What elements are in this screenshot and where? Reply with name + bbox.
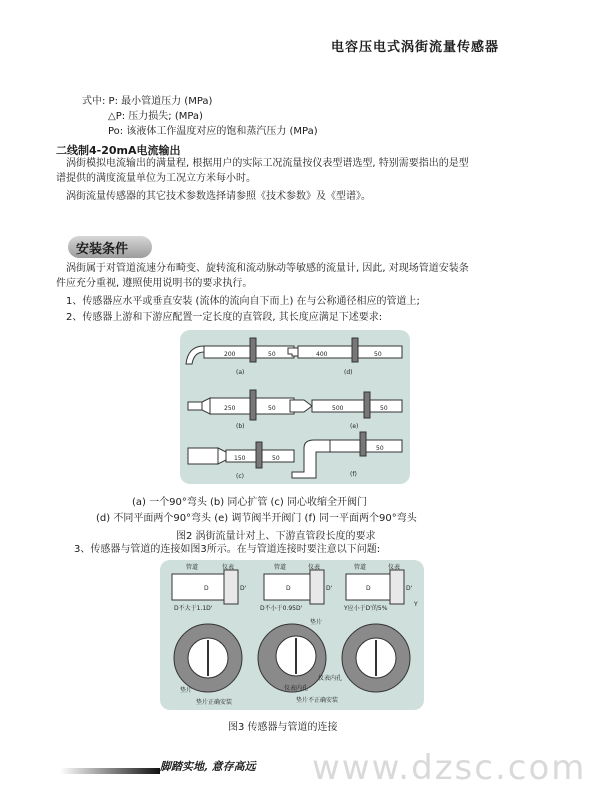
page-header-title: 电容压电式涡街流量传感器 xyxy=(330,40,499,55)
current-output-para-line-1: 涡街模拟电流输出的满量程, 根据用户的实际工况流量按仪表型谱选型, 特别需要指出的是型 xyxy=(66,158,469,169)
fig3-d-1: D xyxy=(204,585,209,592)
install-conditions-heading xyxy=(68,236,152,258)
install-intro-line-2: 件应充分重视, 遵照使用说明书的要求执行。 xyxy=(56,278,253,289)
fig3-note-1: D不大于1.1D' xyxy=(174,605,213,612)
fig2-dim-f-down: 50 xyxy=(376,445,384,452)
fig3-meter-3 xyxy=(390,570,404,604)
pipe-d xyxy=(298,346,402,358)
pipe-e xyxy=(312,400,402,412)
figure-2-box xyxy=(180,330,410,484)
fig3-label-meter-1: 仪表 xyxy=(222,564,235,571)
fig2-label-e: (e) xyxy=(350,423,359,430)
pipe-a-elbow xyxy=(186,346,204,364)
footer-rule xyxy=(60,768,160,774)
fig2-dim-a-up: 200 xyxy=(224,351,236,358)
fig3-y-label: Y xyxy=(414,601,418,608)
fig3-label-pipe-1: 管道 xyxy=(186,564,199,571)
fig2-dim-d-up: 400 xyxy=(316,351,328,358)
current-output-para-line-2: 谱提供的满度流量单位为工况立方米每小时。 xyxy=(56,173,256,184)
fig2-label-c: (c) xyxy=(236,473,244,480)
fig2-dim-b-up: 250 xyxy=(224,405,236,412)
fig3-label-pipe-2: 管道 xyxy=(274,564,287,571)
fig3-meter-1 xyxy=(224,570,238,604)
pipe-b-expander xyxy=(202,398,210,414)
watermark: www.dzsc.com xyxy=(312,748,587,788)
fig3-dprime-3: D' xyxy=(406,585,413,592)
fig3-label-meter-3: 仪表 xyxy=(388,564,401,571)
fig2-dim-e-up: 500 xyxy=(332,405,344,412)
fig3-d-2: D xyxy=(286,585,291,592)
formula-line-1: 式中: P: 最小管道压力 (MPa) xyxy=(82,96,213,107)
figure-2-legend-line-1: (a) 一个90°弯头 (b) 同心扩管 (c) 同心收缩全开阀门 xyxy=(132,497,367,508)
fig2-dim-e-down: 50 xyxy=(380,405,388,412)
fig3-dprime-2: D' xyxy=(326,585,333,592)
figure-2-caption: 图2 涡街流量计对上、下游直管段长度的要求 xyxy=(176,531,376,542)
fig2-label-a: (a) xyxy=(236,369,245,376)
fig2-label-b: (b) xyxy=(236,423,245,430)
pipe-b-narrow xyxy=(188,402,202,410)
install-intro-line-1: 涡街属于对管道流速分布畸变、旋转流和流动脉动等敏感的流量计, 因此, 对现场管道安装条 xyxy=(66,263,469,274)
fig3-bore-label-2: 仪表内孔 xyxy=(284,685,309,692)
fig3-meter-2 xyxy=(310,570,324,604)
pipe-f-elbows xyxy=(292,440,330,478)
install-item-3: 3、传感器与管道的连接如图3所示。在与管道连接时要注意以下问题: xyxy=(74,544,381,555)
formula-line-2: △P: 压力损失; (MPa) xyxy=(108,111,203,122)
fig3-bore-label-1: 仪表内孔 xyxy=(318,675,343,682)
fig3-label-pipe-3: 管道 xyxy=(354,564,367,571)
fig3-install-note-correct: 垫片正确安装 xyxy=(196,699,233,706)
pipe-c-reducer xyxy=(218,448,226,464)
sensor-d xyxy=(352,338,358,362)
figure-2-pipes xyxy=(180,330,410,484)
fig2-dim-b-down: 50 xyxy=(268,405,276,412)
footer-slogan: 脚踏实地, 意存高远 xyxy=(160,760,256,773)
pipe-e-valve xyxy=(290,400,312,412)
sensor-a xyxy=(250,338,256,362)
fig3-install-note-incorrect: 垫片不正确安装 xyxy=(296,697,339,704)
formula-line-3: Po: 该液体工作温度对应的饱和蒸汽压力 (MPa) xyxy=(108,126,318,137)
figure-3-connections xyxy=(160,560,424,710)
fig3-note-2: D不小于0.95D' xyxy=(260,605,303,612)
sensor-f xyxy=(360,432,366,456)
figure-2-legend-line-2: (d) 不同平面两个90°弯头 (e) 调节阀半开阀门 (f) 同一平面两个90°弯头 xyxy=(96,513,417,524)
install-item-1: 1、传感器应水平或垂直安装 (流体的流向自下而上) 在与公称通径相应的管道上; xyxy=(66,296,420,307)
figure-3-caption: 图3 传感器与管道的连接 xyxy=(228,722,338,733)
fig3-note-3: Y应小于D'的5% xyxy=(344,605,388,612)
install-conditions-heading-text: 安装条件 xyxy=(76,241,129,257)
pipe-c-wide xyxy=(188,448,218,464)
fig2-dim-c-up: 150 xyxy=(234,455,246,462)
fig3-label-meter-2: 仪表 xyxy=(308,564,321,571)
sensor-e xyxy=(364,392,370,418)
figure-3-box xyxy=(160,560,424,710)
fig2-dim-a-down: 50 xyxy=(268,351,276,358)
fig2-label-d: (d) xyxy=(344,369,353,376)
fig3-d-3: D xyxy=(366,585,371,592)
sensor-c xyxy=(256,442,262,468)
fig3-pipe-1 xyxy=(172,574,224,600)
fig2-label-f: (f) xyxy=(350,471,357,478)
current-output-heading: 二线制4-20mA电流输出 xyxy=(56,144,181,157)
fig3-gasket-label-2: 垫片 xyxy=(310,619,323,626)
fig2-dim-c-down: 50 xyxy=(272,455,280,462)
install-item-2: 2、传感器上游和下游应配置一定长度的直管段, 其长度应满足下述要求: xyxy=(66,312,383,323)
fig2-dim-d-down: 50 xyxy=(374,351,382,358)
current-output-para-2: 涡街流量传感器的其它技术参数选择请参照《技术参数》及《型谱》。 xyxy=(66,191,371,202)
sensor-b xyxy=(250,390,256,420)
pipe-a xyxy=(204,346,294,358)
fig3-dprime-1: D' xyxy=(240,585,247,592)
fig3-gasket-label-1: 垫片 xyxy=(180,687,193,694)
